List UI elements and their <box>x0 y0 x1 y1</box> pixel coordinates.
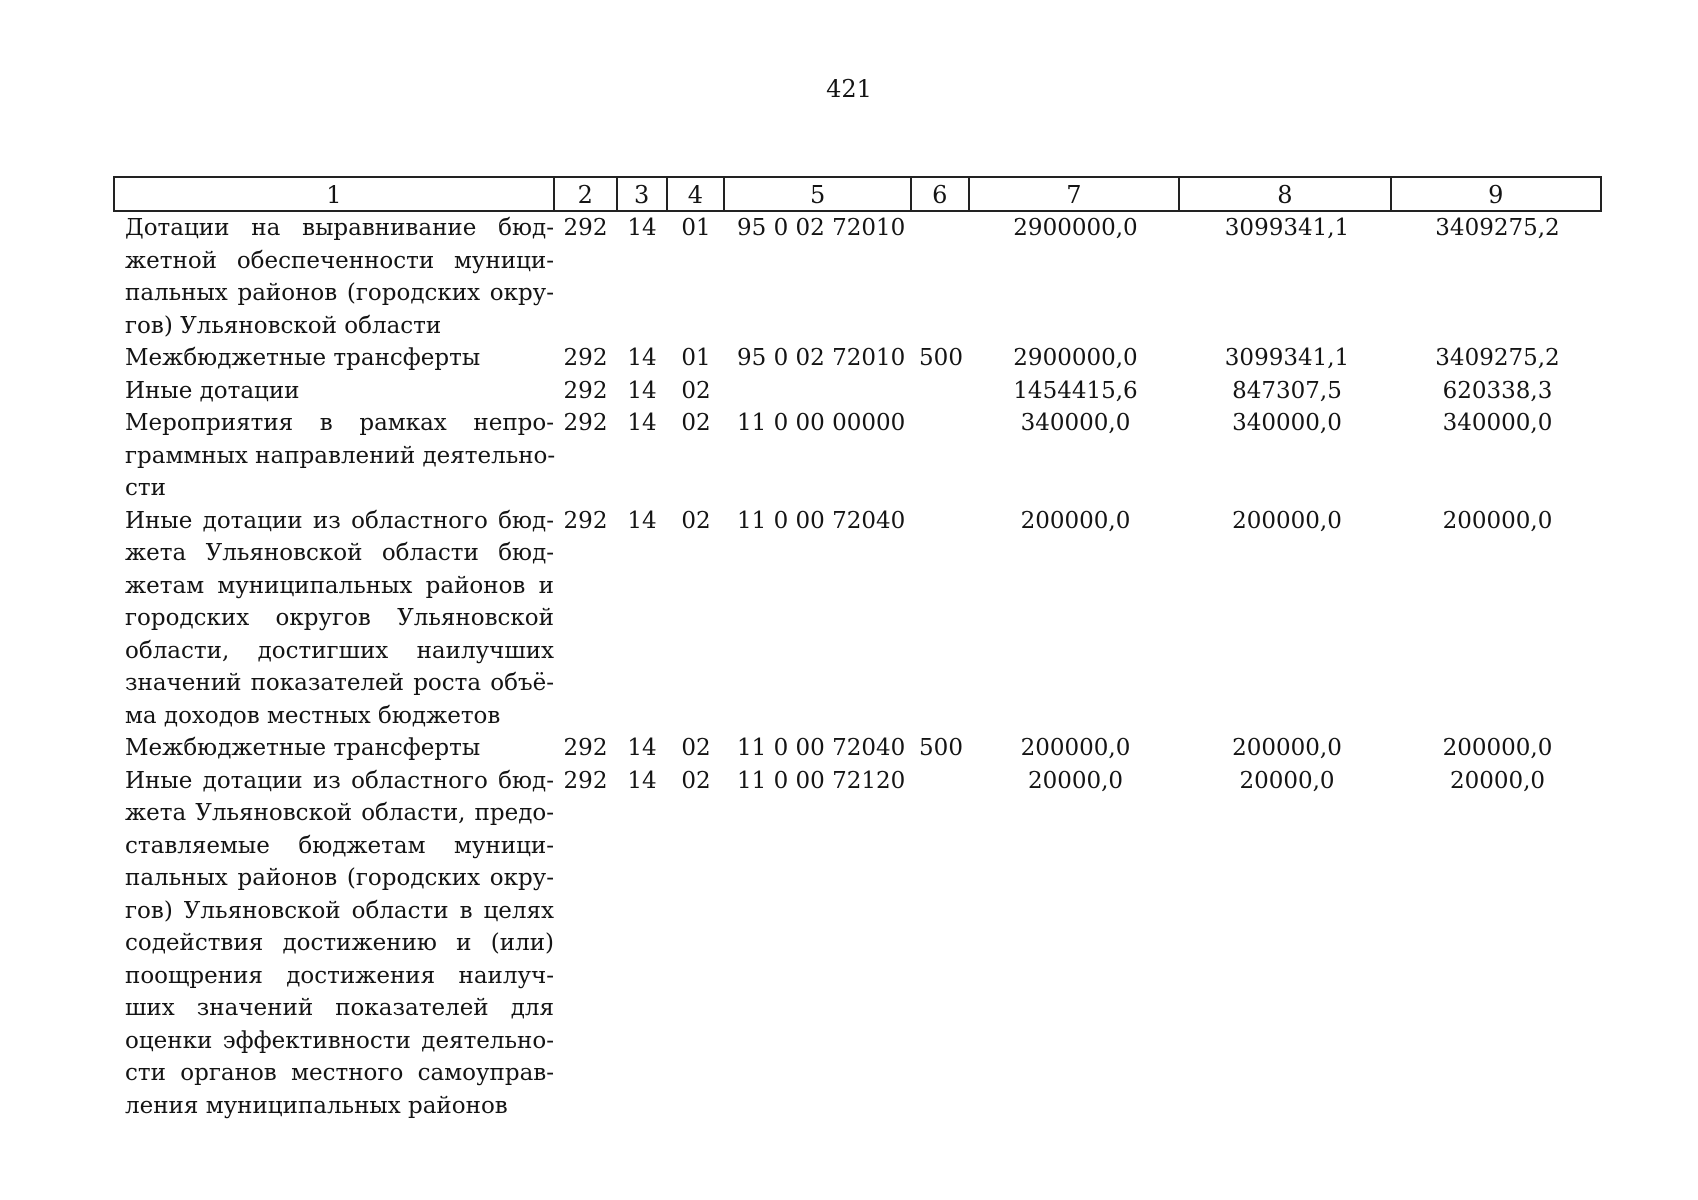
description-line: Иные дотации из областного бюд- <box>125 767 554 794</box>
description-line: поощрения достижения наилуч- <box>125 962 554 989</box>
header-cell: 8 <box>1180 178 1391 210</box>
description-line: содействия достижению и (или) <box>125 930 554 956</box>
table-row <box>113 407 1602 505</box>
subsection-cell: 02 <box>681 767 711 794</box>
amount-cell-col8: 200000,0 <box>1232 735 1342 761</box>
subsection-cell: 02 <box>681 377 711 404</box>
amount-cell-col7: 2900000,0 <box>1013 215 1138 241</box>
subsection-cell: 02 <box>681 507 711 534</box>
table-row <box>113 765 1602 1123</box>
amount-cell-col8: 3099341,1 <box>1224 215 1350 241</box>
expense-type-cell: 500 <box>919 735 963 761</box>
description-line: сти органов местного самоуправ- <box>125 1060 554 1086</box>
expense-type-cell <box>912 765 970 1123</box>
amount-cell-col7: 1454415,6 <box>1013 377 1138 404</box>
description-line: оценки эффективности деятельно- <box>125 1027 554 1054</box>
expense-type-cell: 500 <box>919 345 963 371</box>
target-article-cell: 11 0 00 00000 <box>737 410 906 436</box>
admin-code-cell: 292 <box>563 377 608 404</box>
row-description <box>113 765 554 1123</box>
admin-code-cell: 292 <box>563 767 608 794</box>
header-cell: 6 <box>912 178 970 210</box>
description-line: Иные дотации <box>125 377 300 404</box>
description-line: Межбюджетные трансферты <box>125 735 481 761</box>
description-line: гов) Ульяновской области в целях <box>125 897 554 924</box>
table-row <box>113 212 1602 342</box>
subsection-cell: 02 <box>681 410 711 436</box>
admin-code-cell: 292 <box>563 215 608 241</box>
header-cell: 7 <box>970 178 1180 210</box>
description-line: ления муниципальных районов <box>125 1092 508 1119</box>
description-line: Иные дотации из областного бюд- <box>125 507 554 534</box>
admin-code-cell: 292 <box>563 507 608 534</box>
amount-cell-col9: 200000,0 <box>1442 507 1553 534</box>
subsection-cell: 02 <box>681 735 711 761</box>
amount-cell-col8: 3099341,1 <box>1224 345 1350 371</box>
description-line: области, достигших наилучших <box>125 637 554 664</box>
amount-cell-col9: 3409275,2 <box>1435 215 1560 241</box>
expense-type-cell <box>912 505 970 733</box>
description-line: пальных районов (городских окру- <box>125 280 554 306</box>
subsection-cell: 01 <box>681 345 711 371</box>
description-line: пальных районов (городских окру- <box>125 865 554 891</box>
table-body <box>113 212 1602 1122</box>
row-description <box>113 505 554 733</box>
description-line: жетной обеспеченности муници- <box>125 247 554 274</box>
budget-table <box>113 176 1602 1122</box>
table-row <box>113 342 1602 375</box>
section-cell: 14 <box>627 507 657 534</box>
description-line: гов) Ульяновской области <box>125 312 442 339</box>
page-number: 421 <box>826 75 872 103</box>
description-line: жета Ульяновской области бюд- <box>125 540 554 566</box>
row-description <box>113 342 554 375</box>
target-article-cell <box>725 375 912 408</box>
section-cell: 14 <box>627 377 657 404</box>
admin-code-cell: 292 <box>563 345 608 371</box>
amount-cell-col9: 200000,0 <box>1442 735 1553 761</box>
target-article-cell: 95 0 02 72010 <box>737 345 906 371</box>
amount-cell-col7: 200000,0 <box>1020 507 1131 534</box>
amount-cell-col9: 20000,0 <box>1449 767 1546 794</box>
section-cell: 14 <box>627 410 657 436</box>
section-cell: 14 <box>627 345 657 371</box>
section-cell: 14 <box>627 215 657 241</box>
amount-cell-col8: 200000,0 <box>1232 507 1342 534</box>
subsection-cell: 01 <box>681 215 711 241</box>
expense-type-cell <box>912 212 970 342</box>
description-line: Межбюджетные трансферты <box>125 345 481 371</box>
admin-code-cell: 292 <box>563 410 608 436</box>
amount-cell-col7: 2900000,0 <box>1013 345 1138 371</box>
amount-cell-col8: 340000,0 <box>1232 410 1342 436</box>
description-line: ма доходов местных бюджетов <box>125 702 501 729</box>
amount-cell-col7: 20000,0 <box>1027 767 1124 794</box>
header-cell: 5 <box>725 178 912 210</box>
table-row <box>113 505 1602 733</box>
amount-cell-col8: 20000,0 <box>1239 767 1335 794</box>
description-line: ставляемые бюджетам муници- <box>125 832 554 859</box>
column-number-header <box>113 176 1602 212</box>
header-cell: 3 <box>618 178 668 210</box>
description-line: городских округов Ульяновской <box>125 605 554 631</box>
admin-code-cell: 292 <box>563 735 608 761</box>
target-article-cell: 95 0 02 72010 <box>737 215 906 241</box>
description-line: Мероприятия в рамках непро- <box>125 410 554 436</box>
header-cell: 4 <box>668 178 726 210</box>
description-line: граммных направлений деятельно- <box>125 442 556 469</box>
target-article-cell: 11 0 00 72040 <box>737 507 906 534</box>
description-line: ших значений показателей для <box>125 995 554 1021</box>
description-line: Дотации на выравнивание бюд- <box>125 215 554 241</box>
header-cell: 9 <box>1488 181 1504 209</box>
row-description <box>113 407 554 505</box>
target-article-cell: 11 0 00 72120 <box>737 767 906 794</box>
amount-cell-col7: 340000,0 <box>1020 410 1131 436</box>
description-line: значений показателей роста объё- <box>125 670 554 696</box>
description-line: жетам муниципальных районов и <box>125 572 554 599</box>
expense-type-cell <box>912 407 970 505</box>
amount-cell-col9: 620338,3 <box>1442 377 1553 404</box>
section-cell: 14 <box>627 767 657 794</box>
amount-cell-col9: 340000,0 <box>1442 410 1553 436</box>
row-description <box>113 375 554 408</box>
table-row <box>113 375 1602 408</box>
header-cell: 2 <box>555 178 618 210</box>
amount-cell-col7: 200000,0 <box>1020 735 1131 761</box>
amount-cell-col9: 3409275,2 <box>1435 345 1560 371</box>
target-article-cell: 11 0 00 72040 <box>737 735 906 761</box>
description-line: жета Ульяновской области, предо- <box>125 800 554 826</box>
table-row <box>113 732 1602 765</box>
header-cell: 1 <box>115 178 555 210</box>
section-cell: 14 <box>627 735 657 761</box>
expense-type-cell <box>912 375 970 408</box>
row-description <box>113 732 554 765</box>
description-line: сти <box>125 475 166 501</box>
row-description <box>113 212 554 342</box>
amount-cell-col8: 847307,5 <box>1232 377 1342 404</box>
